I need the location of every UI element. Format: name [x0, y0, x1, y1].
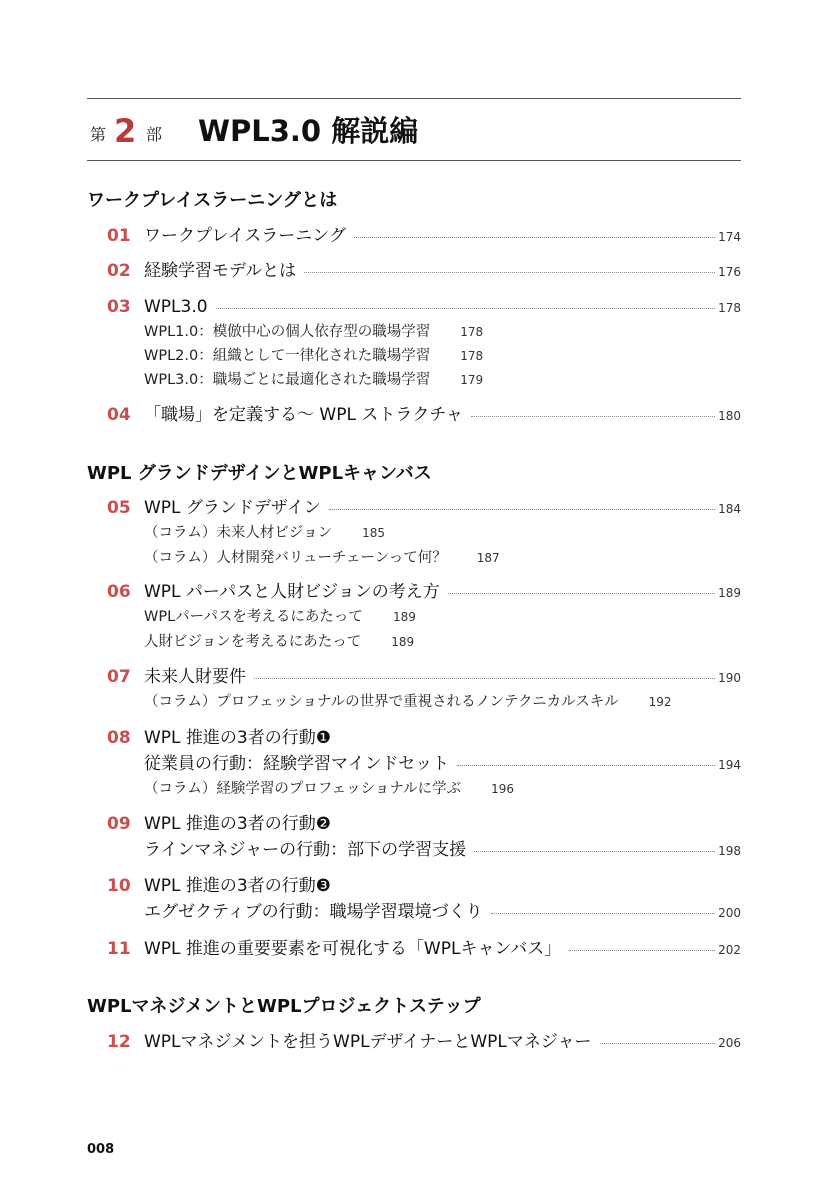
chapter-number: 08 — [107, 728, 131, 748]
chapter-title: 「職場」を定義する～ WPL ストラクチャ — [144, 405, 463, 425]
chapter-number: 10 — [107, 876, 131, 896]
toc-chapter[interactable] — [107, 726, 741, 750]
toc-subitem[interactable] — [144, 346, 483, 366]
subitem-page: 178 — [460, 325, 484, 339]
dot-leader — [448, 593, 715, 594]
chapter-title-line2: 従業員の行動：経験学習マインドセット — [144, 754, 450, 774]
toc-chapter[interactable] — [107, 295, 741, 319]
chapter-number: 06 — [107, 582, 131, 602]
toc-chapter[interactable] — [107, 665, 741, 689]
toc-subitem[interactable] — [144, 370, 483, 390]
chapter-title: 未来人財要件 — [144, 667, 246, 687]
subitem-page: 196 — [491, 782, 515, 796]
part-dai: 第 — [90, 125, 107, 144]
chapter-page: 198 — [718, 844, 741, 858]
subitem-page: 187 — [476, 551, 500, 565]
chapter-number: 05 — [107, 498, 131, 518]
chapter-page: 174 — [718, 230, 741, 244]
subitem-text: WPLパーパスを考えるにあたって — [144, 609, 363, 625]
section-title: WPLマネジメントとWPLプロジェクトステップ — [87, 996, 481, 1017]
chapter-page: 178 — [718, 301, 741, 315]
chapter-number: 01 — [107, 226, 131, 246]
toc-chapter-continued[interactable] — [107, 752, 741, 776]
toc-chapter[interactable] — [107, 1030, 741, 1054]
toc-chapter[interactable] — [107, 812, 741, 836]
subitem-text: （コラム）プロフェッショナルの世界で重視されるノンテクニカルスキル — [144, 694, 619, 710]
part-title: WPL3.0 解説編 — [198, 114, 419, 148]
dot-leader — [354, 237, 715, 238]
page-number: 008 — [87, 1142, 115, 1157]
part-number: 2 — [114, 112, 137, 150]
dot-leader — [474, 851, 715, 852]
toc-chapter[interactable] — [107, 580, 741, 604]
dot-leader — [600, 1043, 716, 1044]
top-rule — [87, 98, 741, 99]
chapter-page: 184 — [718, 502, 741, 516]
chapter-page: 189 — [718, 586, 741, 600]
bottom-rule — [87, 160, 741, 161]
chapter-page: 194 — [718, 758, 741, 772]
chapter-title-line2: ラインマネジャーの行動：部下の学習支援 — [144, 840, 467, 860]
subitem-page: 192 — [648, 695, 672, 709]
section-title: WPL グランドデザインとWPLキャンバス — [87, 463, 432, 484]
chapter-title: 経験学習モデルとは — [144, 261, 297, 281]
dot-leader — [329, 509, 715, 510]
subitem-page: 179 — [460, 373, 484, 387]
part-bu: 部 — [146, 125, 163, 144]
chapter-title: ワークプレイスラーニング — [144, 226, 346, 246]
toc-subitem[interactable] — [144, 523, 385, 543]
toc-chapter-continued[interactable] — [107, 900, 741, 924]
toc-subitem[interactable] — [144, 692, 672, 712]
chapter-page: 180 — [718, 409, 741, 423]
dot-leader — [471, 416, 715, 417]
chapter-title: WPL 推進の重要要素を可視化する「WPLキャンバス」 — [144, 939, 562, 959]
toc-subitem[interactable] — [144, 322, 483, 342]
chapter-title: WPLマネジメントを担うWPLデザイナーとWPLマネジャー — [144, 1032, 592, 1052]
chapter-page: 202 — [718, 943, 741, 957]
dot-leader — [569, 950, 715, 951]
toc-chapter[interactable] — [107, 259, 741, 283]
chapter-title-line2: エグゼクティブの行動：職場学習環境づくり — [144, 902, 483, 922]
chapter-page: 200 — [718, 906, 741, 920]
dot-leader — [216, 308, 716, 309]
chapter-number: 09 — [107, 814, 131, 834]
toc-chapter[interactable] — [107, 937, 741, 961]
dot-leader — [491, 913, 715, 914]
chapter-number: 11 — [107, 939, 131, 959]
chapter-title: WPL グランドデザイン — [144, 498, 321, 518]
chapter-page: 190 — [718, 671, 741, 685]
subitem-page: 185 — [362, 526, 385, 540]
section-title: ワークプレイスラーニングとは — [87, 190, 338, 211]
subitem-text: WPL1.0：模倣中心の個人依存型の職場学習 — [144, 324, 431, 340]
chapter-title: WPL3.0 — [144, 297, 208, 317]
chapter-number: 02 — [107, 261, 131, 281]
subitem-text: （コラム）未来人材ビジョン — [144, 525, 333, 541]
dot-leader — [457, 765, 715, 766]
dot-leader — [304, 272, 715, 273]
subitem-text: （コラム）経験学習のプロフェッショナルに学ぶ — [144, 781, 462, 797]
chapter-number: 03 — [107, 297, 131, 317]
toc-chapter[interactable] — [107, 496, 741, 520]
subitem-page: 189 — [391, 635, 415, 649]
toc-subitem[interactable] — [144, 548, 500, 568]
chapter-number: 04 — [107, 405, 131, 425]
toc-chapter[interactable] — [107, 224, 741, 248]
chapter-number: 12 — [107, 1032, 131, 1052]
toc-subitem[interactable] — [144, 607, 416, 627]
toc-chapter-continued[interactable] — [107, 838, 741, 862]
subitem-text: WPL3.0：職場ごとに最適化された職場学習 — [144, 372, 431, 388]
subitem-text: WPL2.0：組織として一律化された職場学習 — [144, 348, 431, 364]
toc-chapter[interactable] — [107, 874, 741, 898]
subitem-page: 189 — [392, 610, 416, 624]
subitem-text: 人財ビジョンを考えるにあたって — [144, 634, 362, 650]
chapter-title: WPL 推進の3者の行動❸ — [144, 876, 331, 896]
chapter-title: WPL 推進の3者の行動❷ — [144, 814, 331, 834]
toc-subitem[interactable] — [144, 632, 414, 652]
subitem-text: （コラム）人材開発バリューチェーンって何？ — [144, 550, 447, 566]
chapter-title: WPL パーパスと人財ビジョンの考え方 — [144, 582, 440, 602]
dot-leader — [254, 678, 715, 679]
chapter-title: WPL 推進の3者の行動❶ — [144, 728, 331, 748]
toc-chapter[interactable] — [107, 403, 741, 427]
toc-subitem[interactable] — [144, 779, 514, 799]
chapter-number: 07 — [107, 667, 131, 687]
subitem-page: 178 — [460, 349, 484, 363]
chapter-page: 206 — [718, 1036, 741, 1050]
chapter-page: 176 — [718, 265, 741, 279]
